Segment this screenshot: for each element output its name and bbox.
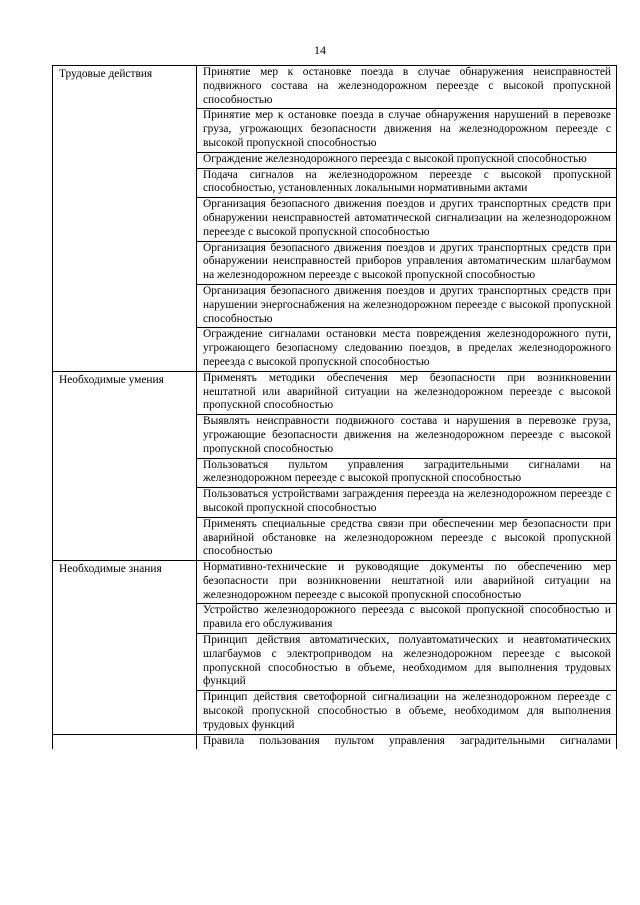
skill-item: Пользоваться пультом управления заградительными сигналами на железнодорожном переезде с высокой пропускной способностью	[197, 459, 616, 489]
knowledge-item: Устройство железнодорожного переезда с высокой пропускной способностью и правила его обслуживания	[197, 604, 616, 634]
labor-action-item: Принятие мер к остановке поезда в случае обнаружения неисправностей подвижного состава на железнодорожном переезде с высокой пропускной способностью	[197, 66, 616, 109]
labor-action-item: Подача сигналов на железнодорожном переезде с высокой пропускной способностью, установленных локальными нормативными актами	[197, 169, 616, 199]
section-items-cell	[197, 561, 617, 735]
labor-action-item: Организация безопасного движения поездов и других транспортных средств при обнаружении неисправностей автоматической сигнализации на железнодорожном переезде с высокой пропускной способностью	[197, 198, 616, 241]
section-label-labor-actions: Трудовые действия	[59, 68, 153, 80]
knowledge-item: Нормативно-технические и руководящие документы по обеспечению мер безопасности при возникновении нештатной или аварийной ситуации на железнодорожном переезде с высокой пропускной способностью	[197, 561, 616, 604]
labor-action-item: Ограждение сигналами остановки места повреждения железнодорожного пути, угрожающего безопасному следованию поездов, в пределах железнодорожного переезда с высокой пропускной способностью	[203, 328, 611, 368]
knowledge-item: Принцип действия автоматических, полуавтоматических и неавтоматических шлагбаумов с электроприводом на железнодорожном переезде с высокой пропускной способностью в объеме, необходимом для выполнения трудовых функций	[197, 634, 616, 691]
skill-item: Применять специальные средства связи при обеспечении мер безопасности при аварийной обстановке на железнодорожном переезде с высокой пропускной способностью	[203, 517, 611, 558]
section-label-required-skills: Необходимые умения	[59, 373, 164, 386]
section-label-required-knowledge: Необходимые знания	[59, 563, 162, 576]
section-row-labor-actions	[53, 66, 617, 372]
section-label-cell	[53, 66, 197, 372]
knowledge-item-truncated: Правила пользования пультом управления заградительными сигналами	[203, 734, 611, 747]
knowledge-item: Принцип действия светофорной сигнализации на железнодорожном переезде с высокой пропускной способностью в объеме, необходимом для выполнения трудовых функций	[203, 691, 611, 731]
section-label-cell-empty	[53, 734, 197, 749]
section-row-continued	[53, 734, 617, 749]
page-number: 14	[314, 43, 326, 57]
section-items-cell	[197, 66, 617, 372]
section-row-required-skills	[53, 371, 617, 560]
skill-item: Пользоваться устройствами заграждения переезда на железнодорожном переезде с высокой пропускной способностью	[197, 488, 616, 518]
skill-item: Выявлять неисправности подвижного состава и нарушения в перевозке груза, угрожающие безопасности движения на железнодорожном переезде с высокой пропускной способностью	[197, 415, 616, 458]
labor-action-item: Организация безопасного движения поездов и других транспортных средств при нарушении энергоснабжения на железнодорожном переезде с высокой пропускной способностью	[197, 285, 616, 328]
labor-action-item: Ограждение железнодорожного переезда с высокой пропускной способностью	[197, 153, 616, 169]
section-label-cell	[53, 371, 197, 560]
labor-action-item: Принятие мер к остановке поезда в случае обнаружения нарушений в перевозке груза, угрожающих безопасности движения на железнодорожном переезде с высокой пропускной способностью	[197, 109, 616, 152]
section-items-cell	[197, 371, 617, 560]
document-table	[52, 65, 617, 749]
section-label-cell	[53, 561, 197, 735]
section-items-cell	[197, 734, 617, 749]
skill-item: Применять методики обеспечения мер безопасности при возникновении нештатной или аварийной ситуации на железнодорожном переезде с высокой пропускной способностью	[197, 372, 616, 415]
labor-action-item: Организация безопасного движения поездов и других транспортных средств при обнаружении неисправностей приборов управления автоматическим шлагбаумом на железнодорожном переезде с высокой пропускной способностью	[197, 242, 616, 285]
section-row-required-knowledge	[53, 561, 617, 735]
